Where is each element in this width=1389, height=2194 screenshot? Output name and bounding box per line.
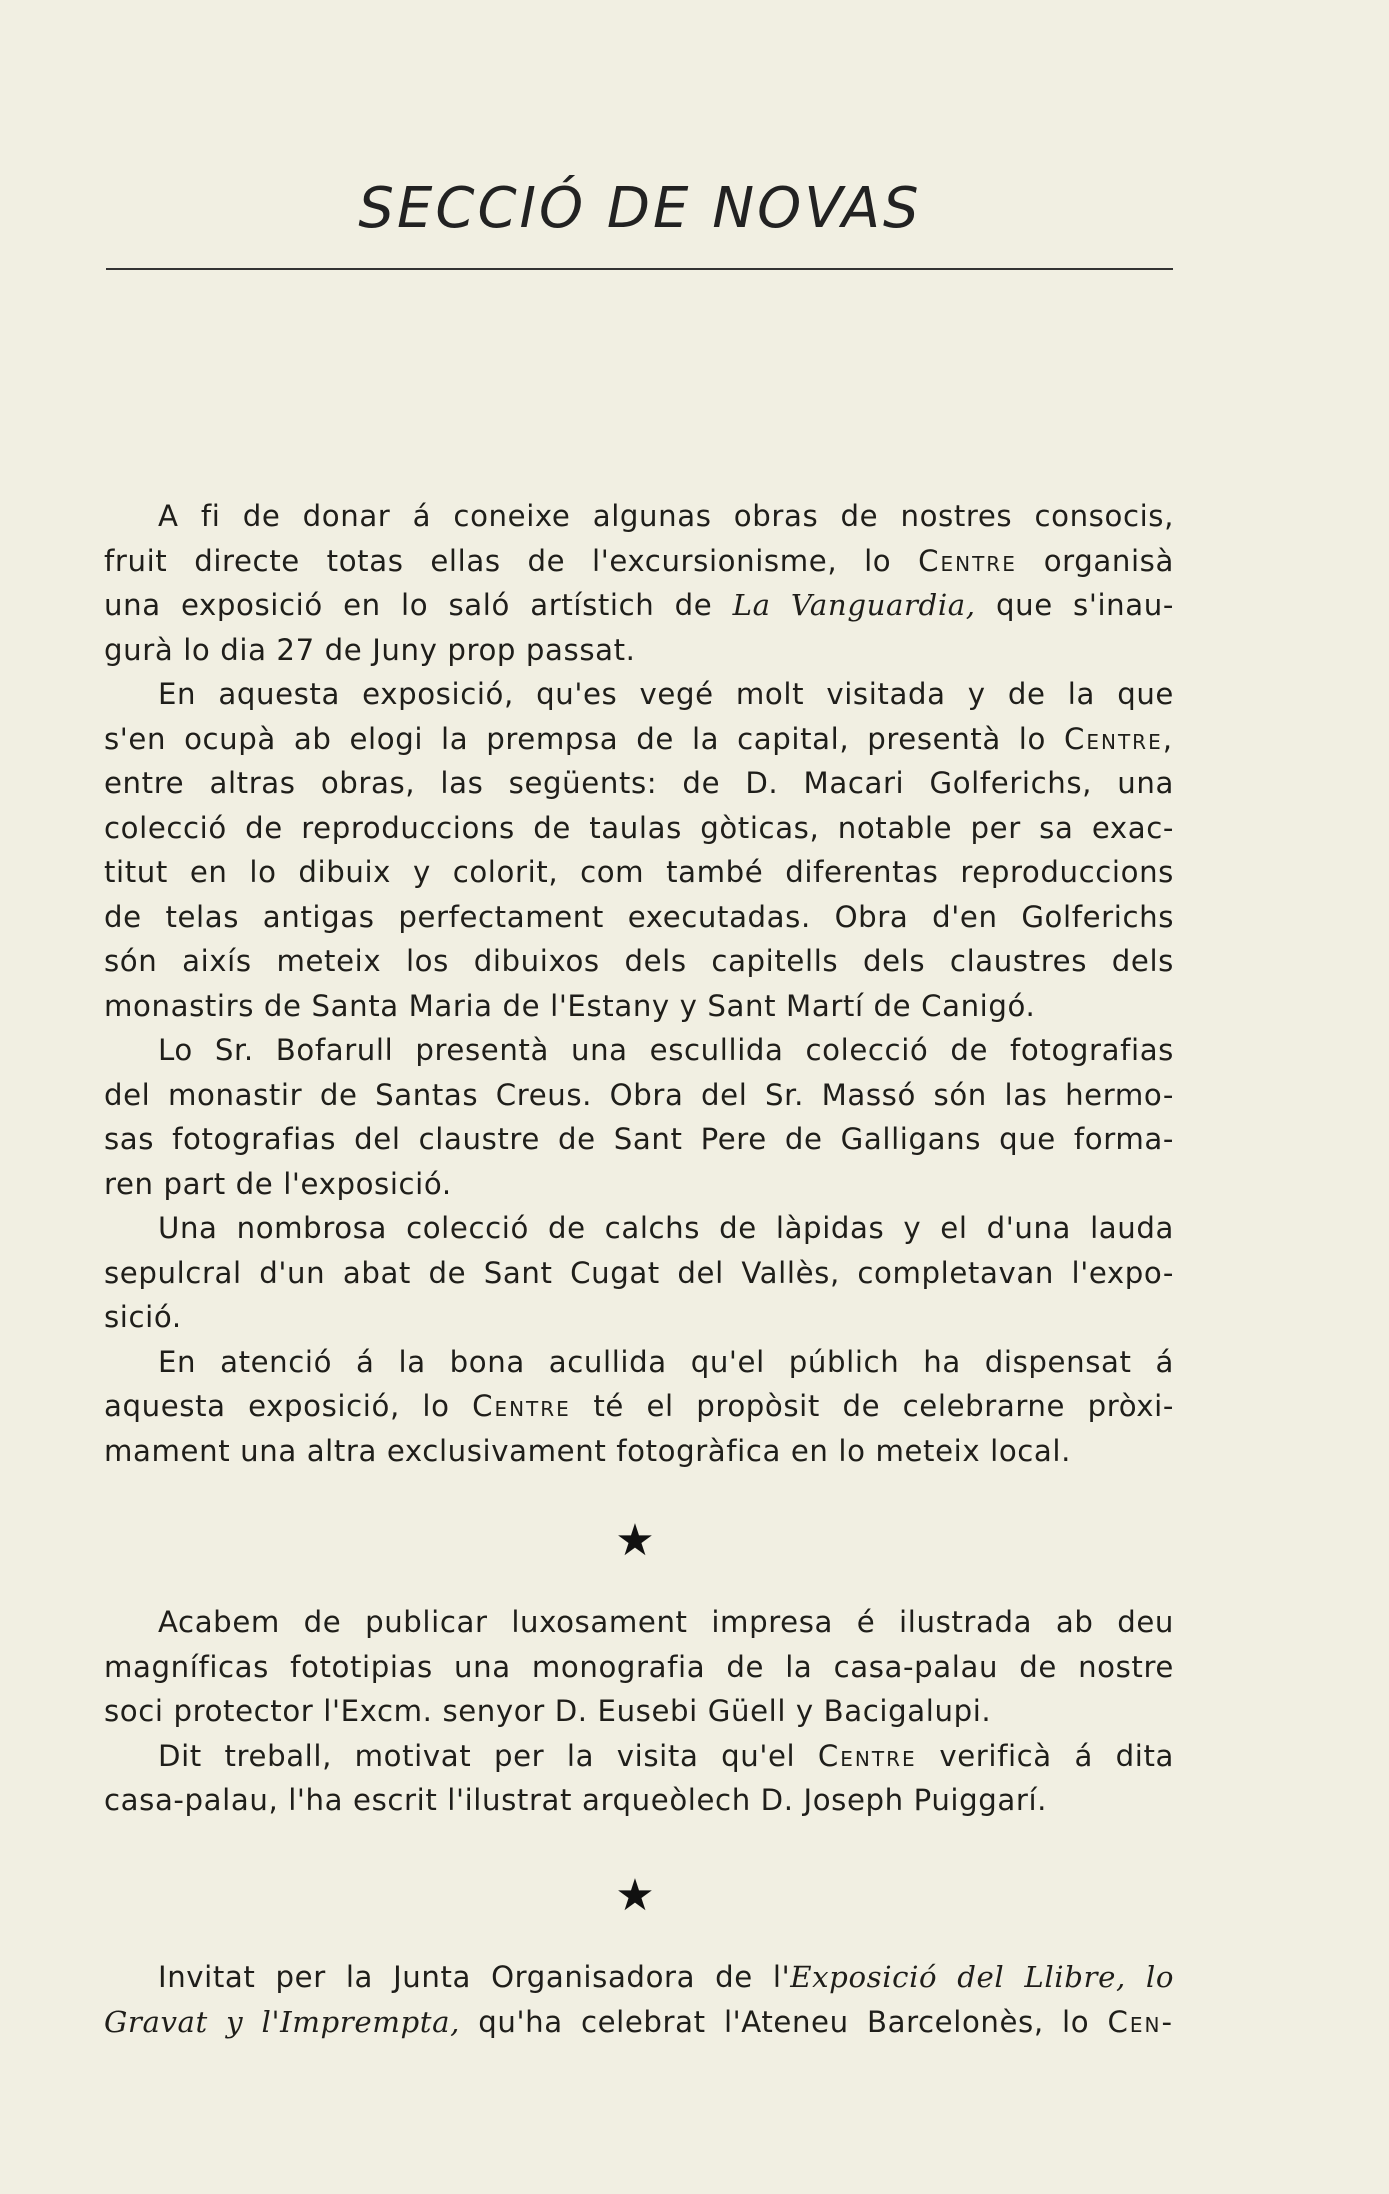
text-line: A fi de donar á coneixe algunas obras de nostres consocis, [158,499,1174,533]
text-line: de telas antigas perfectament executadas. Obra d'en Golferichs [104,899,1174,934]
text-line: monastirs de Santa Maria de l'Estany y Sant Martí de Canigó. [104,988,1036,1023]
text-line: s'en ocupà ab elogi la prempsa de la capital, presentà lo Centre, [104,721,1174,756]
text-line: En aquesta exposició, qu'es vegé molt visitada y de la que [158,677,1174,711]
star-separator: ★ [615,1870,655,1921]
page-title: SECCIÓ DE NOVAS [358,176,922,241]
section-exposicio-llibre [104,1955,1174,2044]
text-line: aquesta exposició, lo Centre té el propòsit de celebrarne pròxi- [104,1389,1174,1423]
text-line: magníficas fototipias una monografia de la casa-palau de nostre [104,1649,1174,1684]
star-separator: ★ [615,1515,655,1566]
text-line: colecció de reproduccions de taulas gòticas, notable per sa exac- [104,810,1174,845]
text-line: Una nombrosa colecció de calchs de làpidas y el d'una lauda [158,1211,1174,1245]
text-line: una exposició en lo saló artístich de La Vanguardia, que s'inau- [104,588,1174,622]
section-exposicio [104,494,1174,1473]
text-line: fruit directe totas ellas de l'excursionisme, lo Centre organisà [104,543,1174,578]
text-line: entre altras obras, las següents: de D. Macari Golferichs, una [104,766,1174,800]
text-line: mament una altra exclusivament fotogràfica en lo meteix local. [104,1433,1071,1468]
text-line: Lo Sr. Bofarull presentà una escullida colecció de fotografias [158,1033,1174,1067]
text-line: sició. [104,1300,182,1334]
text-line: del monastir de Santas Creus. Obra del Sr. Massó són las hermo- [104,1077,1174,1112]
text-line: titut en lo dibuix y colorit, com també diferentas reproduccions [104,855,1174,889]
text-line: soci protector l'Excm. senyor D. Eusebi Güell y Bacigalupi. [104,1694,992,1728]
text-line: sas fotografias del claustre de Sant Pere de Galligans que forma- [104,1122,1174,1156]
text-line: Acabem de publicar luxosament impresa é ilustrada ab deu [158,1605,1174,1639]
text-line: són aixís meteix los dibuixos dels capitells dels claustres dels [104,944,1174,978]
text-line: ren part de l'exposició. [104,1166,452,1201]
text-line: gurà lo dia 27 de Juny prop passat. [104,632,636,667]
text-line: En atenció á la bona acullida qu'el públich ha dispensat á [158,1344,1174,1379]
text-line: sepulcral d'un abat de Sant Cugat del Vallès, completavan l'expo- [104,1255,1174,1290]
text-line: Invitat per la Junta Organisadora de l'Exposició del Llibre, lo [158,1960,1174,1994]
text-line: Gravat y l'Imprempta, qu'ha celebrat l'Ateneu Barcelonès, lo Cen- [104,2004,1174,2039]
title-rule [106,268,1173,270]
text-line: casa-palau, l'ha escrit l'ilustrat arqueòlech D. Joseph Puiggarí. [104,1783,1048,1817]
text-line: Dit treball, motivat per la visita qu'el Centre verificà á dita [158,1738,1174,1773]
section-monografia [104,1600,1174,1823]
